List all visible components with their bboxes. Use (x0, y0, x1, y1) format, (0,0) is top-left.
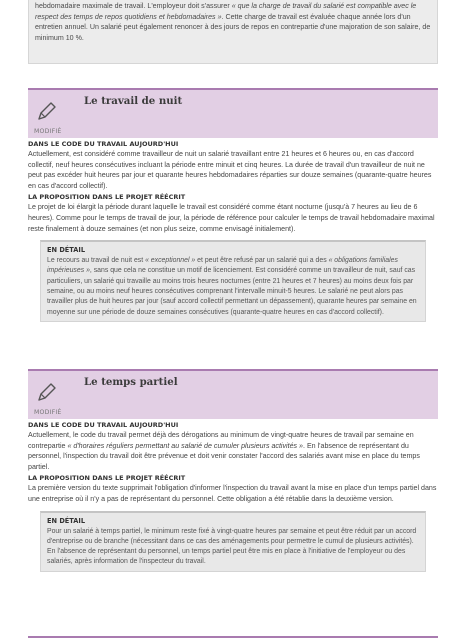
detail-text-part: et peut être refusé par un salarié qui a des (195, 257, 329, 265)
proposal-text: La première version du texte supprimait l'obligation d'informer l'inspection du travail avant la mise en place d'un temps partiel dans une entreprise où il n'y a pas de représentant du personnel. Cette obligation a été rétablie dans la deuxième version. (28, 484, 437, 503)
proposal-heading: LA PROPOSITION DANS LE PROJET RÉÉCRIT (28, 193, 186, 202)
detail-box (40, 240, 426, 322)
section-night-work (28, 88, 438, 322)
detail-text-part: , sans que cela ne constitue un motif de licenciement. Est considéré comme un travailleur de nuit, sauf cas particuliers, un salarié qui travaille au moins trois heures nocturnes (entre 21 heures et 7 heures) au moins deux fois par semaine, ou au moins neuf heures consécutives comprenant l'intervalle minuit-5 heures. Le salarié ne peut alors pas travailler plus de huit heures par jour (sauf accord collectif permettant un dépassement), quarante heures par semaine en moyenne sur une période de douze semaines consécutives (quarante-quatre heures en cas d'accord collectif). (47, 267, 417, 316)
current-law-text-part: Actuellement, le code du travail permet déjà des dérogations au minimum de vingt-quatre heures de travail par semaine en contrepartie (28, 431, 414, 450)
detail-text-part: Le recours au travail de nuit est (47, 257, 146, 265)
detail-box (40, 511, 426, 572)
section-part-time (28, 369, 438, 572)
section-header (28, 369, 438, 419)
pencil-icon (36, 381, 58, 403)
section-title: Le travail de nuit (84, 95, 183, 107)
proposal-heading: LA PROPOSITION DANS LE PROJET RÉÉCRIT (28, 474, 186, 483)
previous-detail-text (35, 1, 431, 43)
detail-quote: « obligations familiales impérieuses » (47, 257, 398, 275)
detail-text: Pour un salarié à temps partiel, le minimum reste fixé à vingt-quatre heures par semaine et peut être réduit par un accord d'entreprise ou de branche (nécessitant dans ce cas des aménagements pour permettre le cumul de plusieurs activités). En l'absence de représentant du personnel, un temps partiel peut être mis en place à l'initiative de l'employeur ou des salariés, après information de l'inspecteur du travail. (47, 527, 417, 566)
proposal-text: Le projet de loi élargit la période durant laquelle le travail est considéré comme étant nocturne (jusqu'à 7 heures au lieu de 6 heures). Comme pour le temps de travail de jour, la période de référence pour calculer le temps de travail hebdomadaire maximal reste finalement à douze semaines (et non plus seize, comme envisagé initialement). (28, 203, 435, 233)
previous-text-quote: « que la charge de travail du salarié est compatible avec le respect des temps de repos quotidiens et hebdomadaires » (35, 2, 417, 21)
current-law-heading: DANS LE CODE DU TRAVAIL AUJOURD'HUI (28, 140, 179, 148)
section-title: Le temps partiel (84, 376, 178, 388)
pencil-icon (36, 100, 58, 122)
section-header (28, 88, 438, 138)
current-law-text: Actuellement, est considéré comme travailleur de nuit un salarié travaillant entre 21 heures et 6 heures ou, en cas d'accord collectif, neuf heures consécutives incluant la période entre minuit et cinq heures. La durée de travail d'un travailleur de nuit ne peut pas excéder huit heures par jour et quarante heures hebdomadaires réparties sur douze semaines (quarante-quatre heures en cas d'accord collectif). (28, 150, 432, 190)
detail-quote: « exceptionnel » (145, 257, 196, 265)
previous-detail-box (28, 0, 438, 64)
detail-text (47, 256, 419, 318)
current-law-text (28, 430, 438, 472)
previous-text-start: hebdomadaire maximale de travail. L'employeur doit s'assurer (35, 2, 232, 10)
current-law-quote: « d'horaires réguliers permettant au salarié de cumuler plusieurs activités » (67, 441, 303, 450)
detail-title: EN DÉTAIL (47, 246, 86, 255)
current-law-text-part: . En l'absence de représentant du personnel, l'inspection du travail doit être prévenue et doit venir constater l'accord des salariés avant mise en place du temps partiel. (28, 441, 420, 471)
status-badge: MODIFIÉ (34, 409, 62, 416)
current-law-heading: DANS LE CODE DU TRAVAIL AUJOURD'HUI (28, 421, 179, 429)
previous-text-end: . Cette charge de travail est évaluée chaque année lors d'un entretien annuel. Un salarié peut également renoncer à des jours de repos en contrepartie d'une majoration de son salaire, de minimum 10 %. (35, 12, 431, 42)
status-badge: MODIFIÉ (34, 128, 62, 135)
bottom-divider (28, 636, 438, 638)
detail-title: EN DÉTAIL (47, 516, 86, 525)
